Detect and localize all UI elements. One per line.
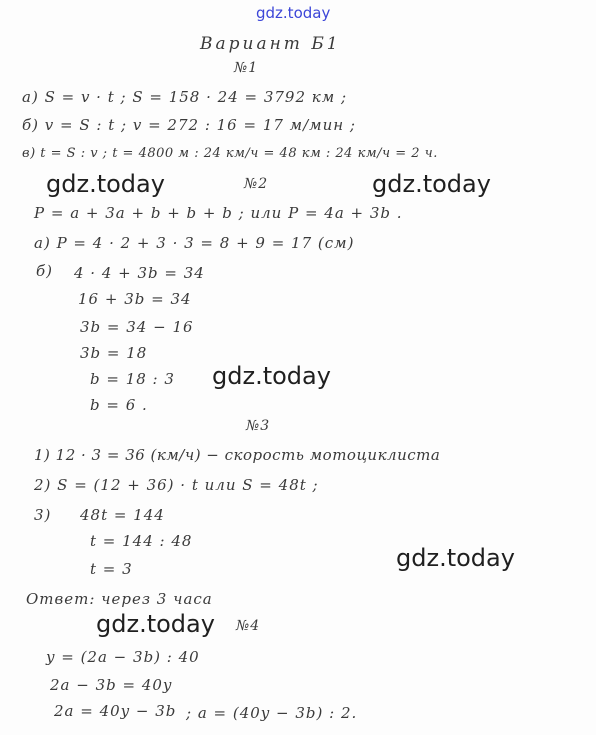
task4-line3-solution: ; a = (40y − 3b) : 2. [186,704,358,722]
task3-line5: t = 3 [90,560,133,578]
task3-line2: 2) S = (12 + 36) · t или S = 48t ; [34,476,319,494]
task1-line-c: в) t = S : v ; t = 4800 м : 24 км/ч = 48 км : 24 км/ч = 2 ч. [22,146,438,161]
watermark-3: gdz.today [212,362,331,390]
task3-answer: Ответ: через 3 часа [26,590,213,608]
task4-line3: 2a = 40y − 3b [54,702,177,720]
task4-line1: y = (2a − 3b) : 40 [46,648,200,666]
task1-line-a: а) S = v · t ; S = 158 · 24 = 3792 км ; [22,88,348,106]
task2-number: №2 [244,176,269,192]
task2-b-line4: 3b = 18 [80,344,148,362]
task2-b-line2: 16 + 3b = 34 [78,290,192,308]
task4-line2: 2a − 3b = 40y [50,676,173,694]
watermark-top: gdz.today [256,4,331,22]
task2-b-line5: b = 18 : 3 [90,370,175,388]
task2-line-a: а) P = 4 · 2 + 3 · 3 = 8 + 9 = 17 (см) [34,234,355,252]
task2-b-line1: 4 · 4 + 3b = 34 [74,264,205,282]
task3-line3-label: 3) [34,506,52,524]
task1-number: №1 [234,60,259,76]
task3-line1: 1) 12 · 3 = 36 (км/ч) − скорость мотоциклиста [34,446,441,464]
task3-line4: t = 144 : 48 [90,532,193,550]
task1-line-b: б) v = S : t ; v = 272 : 16 = 17 м/мин ; [22,116,356,134]
task3-line3: 48t = 144 [80,506,165,524]
task2-b-line3: 3b = 34 − 16 [80,318,194,336]
task4-number: №4 [236,618,261,634]
task2-b-line6: b = 6 . [90,396,148,414]
watermark-1: gdz.today [46,170,165,198]
variant-title: Вариант Б1 [200,34,341,54]
watermark-5: gdz.today [96,610,215,638]
task2-b-label: б) [36,262,54,280]
watermark-2: gdz.today [372,170,491,198]
task2-formula: P = a + 3a + b + b + b ; или P = 4a + 3b . [34,204,403,222]
watermark-4: gdz.today [396,544,515,572]
task3-number: №3 [246,418,271,434]
